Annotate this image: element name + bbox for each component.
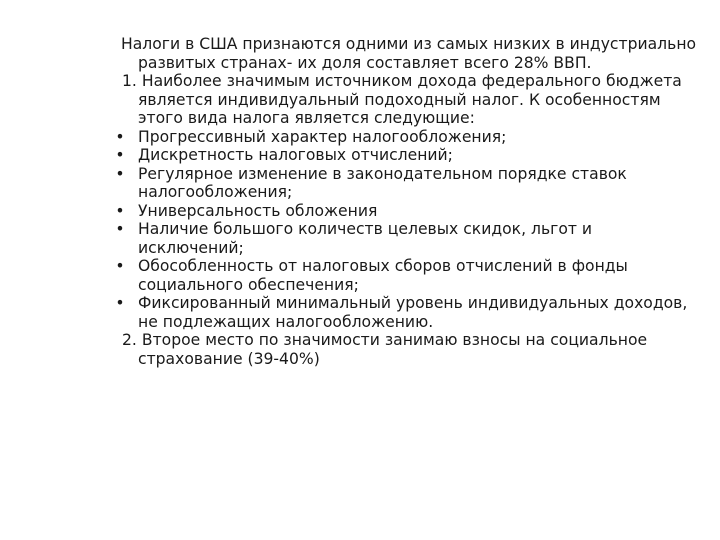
bullet-text: Фиксированный минимальный уровень индивидуальных доходов, не подлежащих налогообложению. [138, 294, 688, 331]
bullet-item [108, 146, 698, 165]
point-2-number: 2. [122, 331, 137, 349]
bullet-icon: • [115, 201, 125, 220]
bullet-item [108, 257, 698, 294]
bullet-item [108, 128, 698, 147]
point-1-text: Наиболее значимым источником дохода федерального бюджета является индивидуальный подоходный налог. К особенностям этого вида налога является следующие: [138, 72, 682, 127]
point-2 [108, 331, 698, 368]
bullet-text: Прогрессивный характер налогообложения; [138, 127, 507, 146]
bullet-text: Дискретность налоговых отчислений; [138, 146, 453, 164]
bullet-text: Наличие большого количеств целевых скидок, льгот и исключений; [138, 220, 593, 257]
bullet-icon: • [115, 127, 125, 146]
slide-body [108, 35, 698, 368]
bullet-text: Универсальность обложения [138, 201, 378, 220]
bullet-icon: • [115, 220, 125, 238]
intro-paragraph: Налоги в США признаются одними из самых низких в индустриально развитых странах- их доля составляет всего 28% ВВП. [121, 35, 697, 72]
bullet-text: Обособленность от налоговых сборов отчислений в фонды социального обеспечения; [138, 257, 628, 294]
bullet-icon: • [115, 164, 125, 183]
bullet-item [108, 202, 698, 221]
bullet-icon: • [115, 257, 125, 275]
bullet-icon: • [115, 146, 125, 164]
bullet-item [108, 165, 698, 202]
point-1 [108, 72, 698, 128]
point-1-number: 1. [122, 72, 137, 90]
bullet-item [108, 220, 698, 257]
point-2-text: Второе место по значимости занимаю взносы на социальное страхование (39-40%) [138, 331, 648, 368]
bullet-text: Регулярное изменение в законодательном порядке ставок налогообложения; [138, 164, 627, 201]
bullet-item [108, 294, 698, 331]
bullet-icon: • [115, 294, 125, 312]
